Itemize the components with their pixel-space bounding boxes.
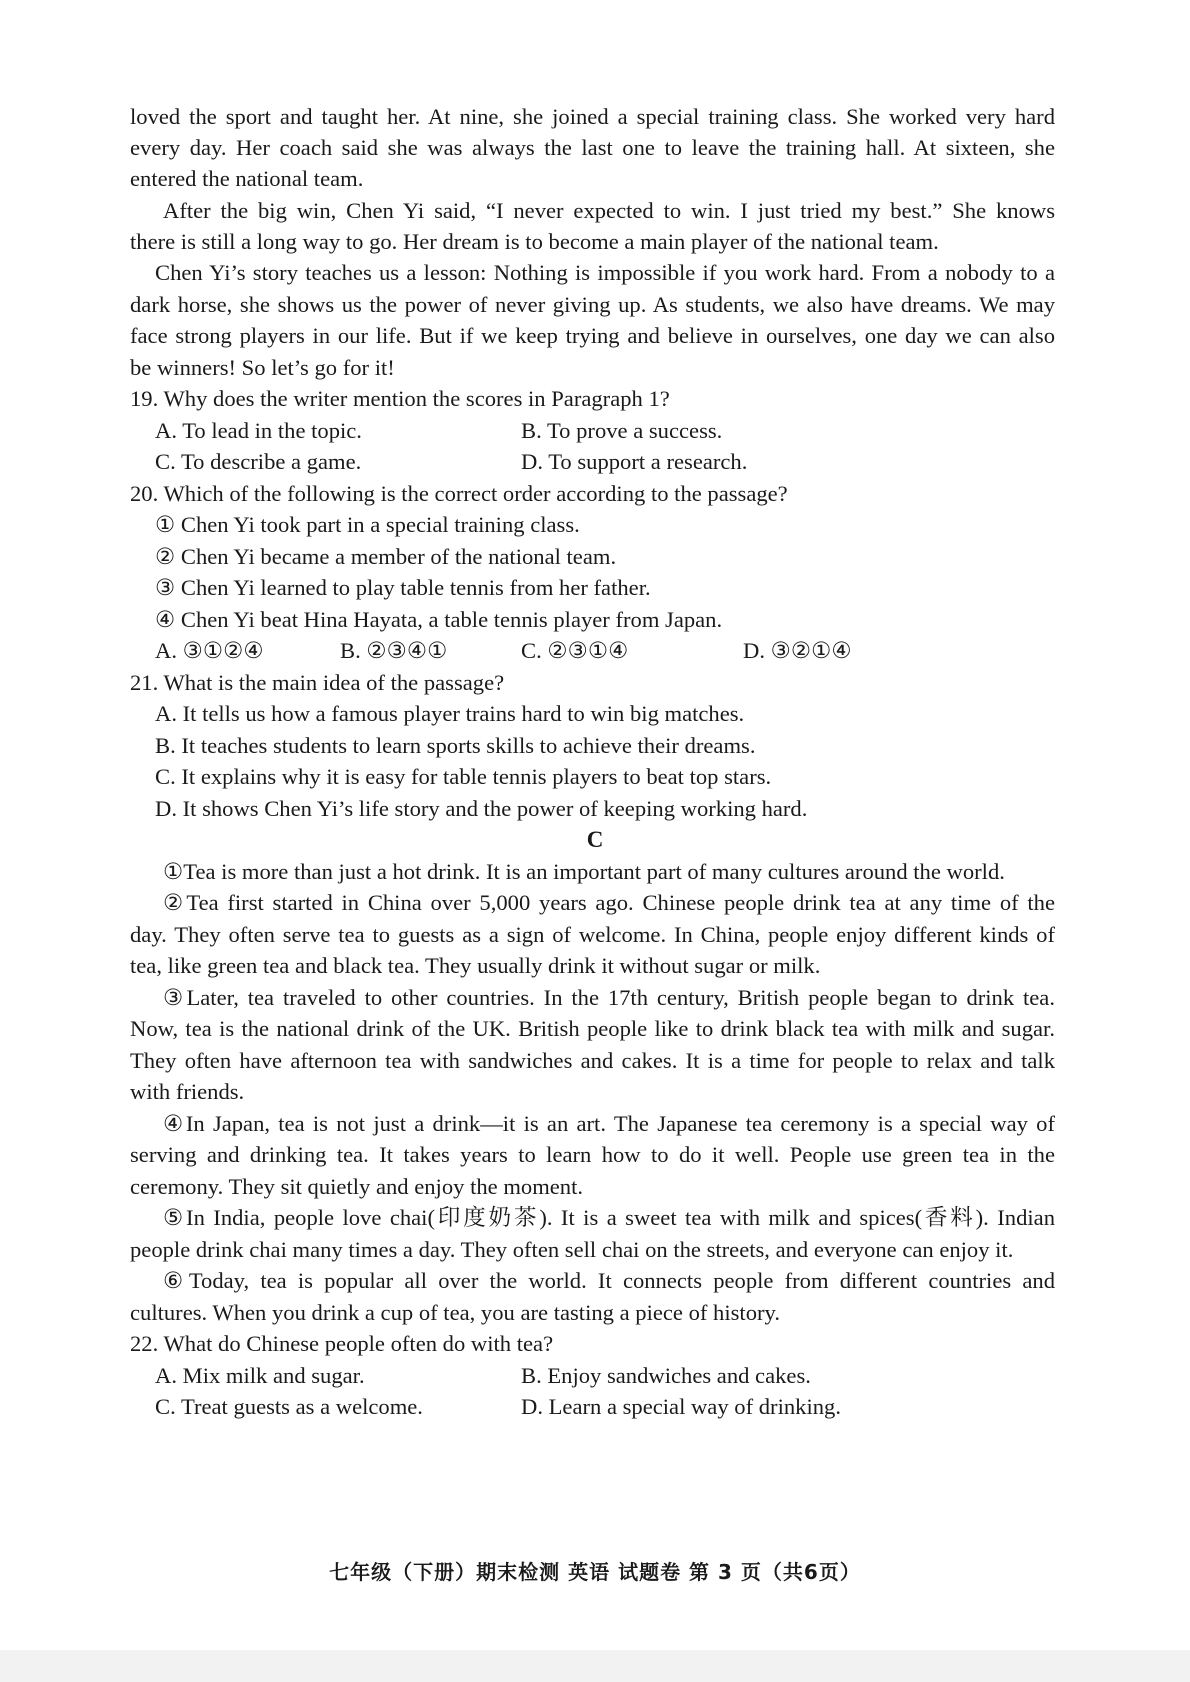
- passage-line: cultures. When you drink a cup of tea, you are tasting a piece of history.: [130, 1300, 780, 1325]
- passage-line: ②Tea first started in China over 5,000 years ago. Chinese people drink tea at any time of the: [163, 890, 1055, 915]
- question-19-stem: 19. Why does the writer mention the scores in Paragraph 1?: [130, 386, 670, 411]
- section-heading: C: [586, 827, 604, 852]
- q22-option-a: A. Mix milk and sugar.: [155, 1363, 365, 1388]
- q20-item: ① Chen Yi took part in a special training class.: [155, 512, 580, 537]
- passage-line: there is still a long way to go. Her dream is to become a main player of the national team.: [130, 229, 939, 254]
- q21-option-a: A. It tells us how a famous player trains hard to win big matches.: [155, 701, 745, 726]
- q20-item: ② Chen Yi became a member of the national team.: [155, 544, 617, 569]
- q19-option-b: B. To prove a success.: [521, 418, 723, 443]
- passage-line: ①Tea is more than just a hot drink. It is an important part of many cultures around the world.: [163, 859, 1005, 884]
- passage-line: face strong players in our life. But if we keep trying and believe in ourselves, one day we can also: [130, 323, 1055, 348]
- passage-line: Now, tea is the national drink of the UK. British people like to drink black tea with milk and sugar.: [130, 1016, 1055, 1041]
- q19-option-c: C. To describe a game.: [155, 449, 362, 474]
- passage-line: ⑤In India, people love chai(印度奶茶). It is a sweet tea with milk and spices(香料). Indian: [163, 1205, 1055, 1230]
- q21-option-c: C. It explains why it is easy for table tennis players to beat top stars.: [155, 764, 772, 789]
- passage-line: day. They often serve tea to guests as a sign of welcome. In China, people enjoy different kinds of: [130, 922, 1055, 947]
- passage-line: with friends.: [130, 1079, 245, 1104]
- q20-item: ④ Chen Yi beat Hina Hayata, a table tennis player from Japan.: [155, 607, 723, 632]
- passage-line: be winners! So let’s go for it!: [130, 355, 395, 380]
- question-22-stem: 22. What do Chinese people often do with tea?: [130, 1331, 554, 1356]
- question-21-stem: 21. What is the main idea of the passage?: [130, 670, 505, 695]
- q20-option-c: C. ②③①④: [521, 638, 629, 663]
- q20-item: ③ Chen Yi learned to play table tennis from her father.: [155, 575, 651, 600]
- passage-line: every day. Her coach said she was always the last one to leave the training hall. At sixteen, she: [130, 135, 1055, 160]
- q19-option-d: D. To support a research.: [521, 449, 748, 474]
- passage-line: loved the sport and taught her. At nine, she joined a special training class. She worked very hard: [130, 104, 1055, 129]
- q21-option-d: D. It shows Chen Yi’s life story and the power of keeping working hard.: [155, 796, 808, 821]
- q22-option-c: C. Treat guests as a welcome.: [155, 1394, 423, 1419]
- passage-line: ③Later, tea traveled to other countries. In the 17th century, British people began to drink tea.: [163, 985, 1055, 1010]
- passage-line: After the big win, Chen Yi said, “I never expected to win. I just tried my best.” She knows: [163, 198, 1055, 223]
- passage-line: dark horse, she shows us the power of never giving up. As students, we also have dreams. We may: [130, 292, 1055, 317]
- passage-line: ④In Japan, tea is not just a drink—it is an art. The Japanese tea ceremony is a special way of: [163, 1111, 1055, 1136]
- passage-line: people drink chai many times a day. They often sell chai on the streets, and everyone can enjoy it.: [130, 1237, 1014, 1262]
- question-20-stem: 20. Which of the following is the correct order according to the passage?: [130, 481, 788, 506]
- q20-option-d: D. ③②①④: [743, 638, 852, 663]
- passage-line: entered the national team.: [130, 166, 364, 191]
- passage-line: ⑥Today, tea is popular all over the world. It connects people from different countries and: [163, 1268, 1055, 1293]
- page-footer: 七年级（下册）期末检测 英语 试题卷 第 3 页（共6页）: [329, 1560, 861, 1584]
- passage-line: They often have afternoon tea with sandwiches and cakes. It is a time for people to relax and talk: [130, 1048, 1055, 1073]
- scan-edge: [0, 1650, 1190, 1682]
- passage-line: ceremony. They sit quietly and enjoy the moment.: [130, 1174, 584, 1199]
- q21-option-b: B. It teaches students to learn sports skills to achieve their dreams.: [155, 733, 756, 758]
- passage-line: tea, like green tea and black tea. They usually drink it without sugar or milk.: [130, 953, 821, 978]
- q22-option-d: D. Learn a special way of drinking.: [521, 1394, 841, 1419]
- q20-option-a: A. ③①②④: [155, 638, 264, 663]
- q19-option-a: A. To lead in the topic.: [155, 418, 362, 443]
- passage-line: serving and drinking tea. It takes years to learn how to do it well. People use green tea in the: [130, 1142, 1055, 1167]
- q22-option-b: B. Enjoy sandwiches and cakes.: [521, 1363, 811, 1388]
- q20-option-b: B. ②③④①: [340, 638, 448, 663]
- passage-line: Chen Yi’s story teaches us a lesson: Nothing is impossible if you work hard. From a nobody to a: [155, 260, 1055, 285]
